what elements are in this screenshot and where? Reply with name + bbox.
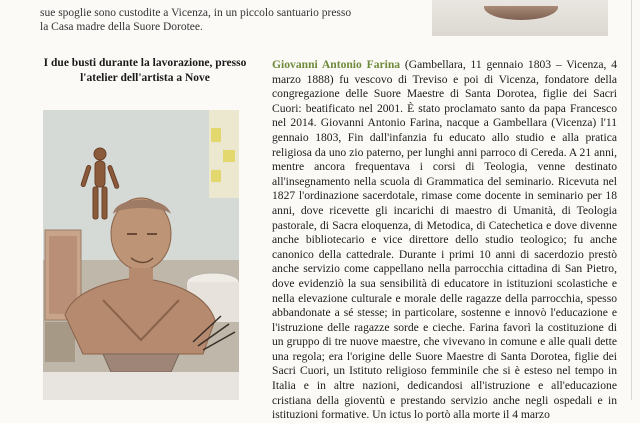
bust-pedestal-shape	[484, 6, 558, 20]
biography-body: (Gambellara, 11 gennaio 1803 – Vicenza, 4 marzo 1888) fu vescovo di Treviso e poi di Vicenza, fondatore della congregazione delle Suore Maestre di Santa Dorotea, figlie dei Sacri Cuori: beatificato nel 2001. È stato proclamato santo da papa Francesco nel 2014. Giovanni Antonio Farina, nacque a Gambellara (Vicenza) l'11 gennaio 1803, Fin dall'infanzia fu educato allo studio e alla pratica religiosa da uno zio paterno, per lunghi anni parroco di Cereda. A 21 anni, mentre ancora frequentava i corsi di Teologia, venne destinato all'insegnamento nella scuola di Grammatica del seminario. Ricevuta nel 1827 l'ordinazione sacerdotale, rimase come docente in seminario per 18 anni, dove ricevette gli incarichi di maestro di Umanità, di Teologia pastorale, di Sacra eloquenza, di Metodica, di Catechetica e dove divenne anche bibliotecario e vice direttore dello studio teologico; fu anche canonico della cattedrale. Durante i primi 10 anni di sacerdozio prestò anche servizio come cappellano nella parrocchia cittadina di San Pietro, dove evidenziò la sua sensibilità di educatore in istituzioni scolastiche e nella elevazione culturale e morale delle ragazze della parrocchia, spesso abbandonate a sé stesse; in particolare, sostenne e innovò l'educazione e l'istruzione delle ragazze sorde e cieche. Farina favorì la costituzione di un gruppo di tre nuove maestre, che vivevano in comune e alle quali dette una regola; era l'origine delle Suore Maestre di Santa Dorotea, figlie dei Sacri Cuori, un Istituto religioso femminile che si è esteso nel tempo in Italia e in altre nazioni, dedicandosi all'istruzione e all'educazione cristiana della gioventù e prestando servizio anche negli ospedali e in istituzioni formative. Un ictus lo portò alla morte il 4 marzo	[272, 58, 618, 422]
top-text: sue spoglie sono custodite a Vicenza, in un piccolo santuario presso la Casa madre della Suore Dorotee.	[40, 6, 352, 33]
page-edge-line	[631, 0, 632, 400]
top-strip	[0, 0, 640, 44]
biography-text	[272, 58, 617, 423]
wall-notes	[209, 110, 239, 198]
atelier-photo-illustration	[43, 110, 239, 400]
top-photo-pedestal	[432, 0, 608, 36]
left-column	[30, 56, 260, 86]
atelier-photo	[43, 110, 239, 400]
photo-caption: I due busti durante la lavorazione, presso l'atelier dell'artista a Nove	[43, 57, 247, 84]
saint-name: Giovanni Antonio Farina	[272, 58, 401, 71]
